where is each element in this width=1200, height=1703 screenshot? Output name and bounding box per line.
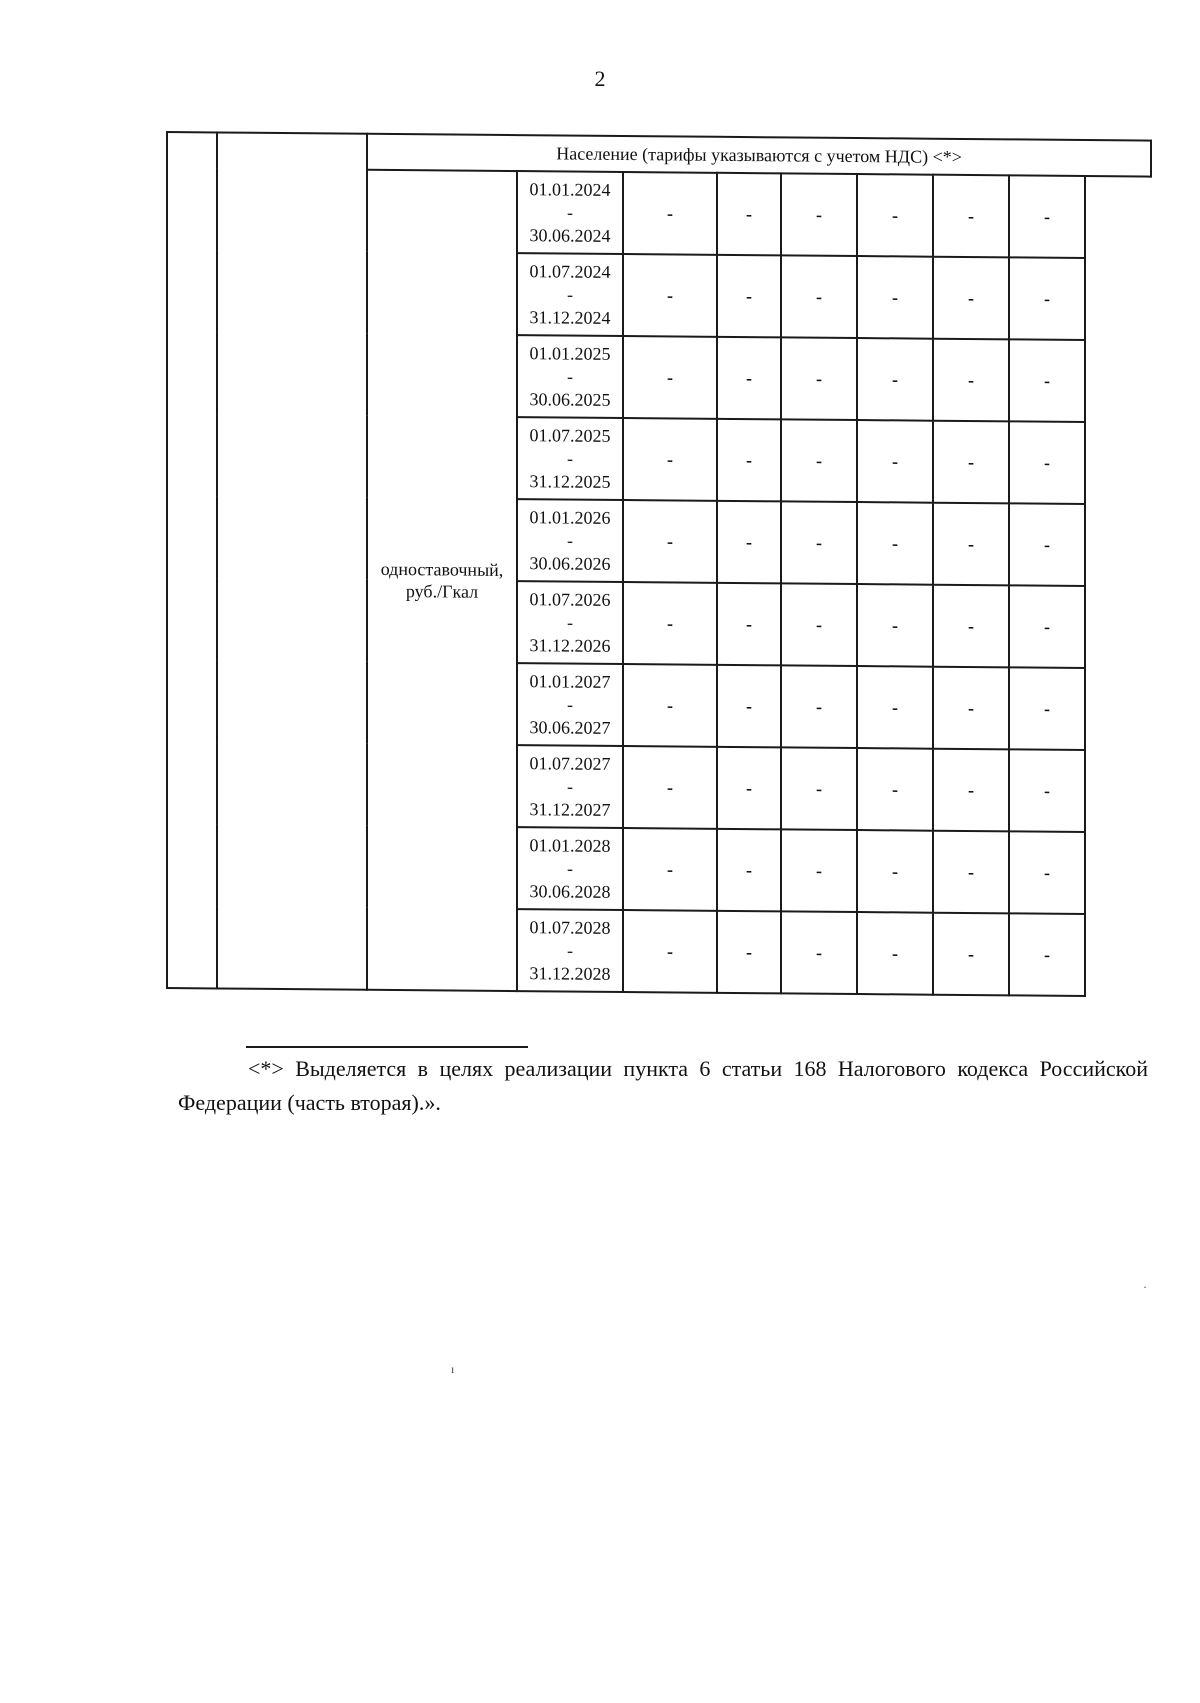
tariff-value-cell: - — [623, 336, 717, 419]
tariff-value-cell: - — [717, 665, 781, 748]
period-start: 01.01.2025 — [529, 342, 611, 364]
period-cell — [517, 253, 623, 336]
tariff-value-cell: - — [933, 749, 1009, 832]
footnote-text: <*> Выделяется в целях реализации пункта 6 статьи 168 Налогового кодекса Российской Федерации (часть вторая).». — [178, 1056, 1148, 1115]
tariff-value-cell: - — [1009, 913, 1085, 996]
tariff-value-cell: - — [781, 911, 857, 994]
population-header: Население (тарифы указываются с учетом НДС) <*> — [367, 134, 1151, 177]
period-end: 31.12.2026 — [529, 634, 611, 656]
period-sep: - — [567, 529, 573, 551]
period-cell — [517, 417, 623, 500]
page-number: 2 — [594, 66, 606, 91]
tariff-table — [166, 131, 1152, 998]
period-start: 01.01.2027 — [529, 670, 611, 692]
table-header-row — [167, 132, 1151, 177]
tariff-value-cell: - — [933, 257, 1009, 340]
tariff-value-cell: - — [857, 666, 933, 749]
period-end: 30.06.2025 — [529, 388, 611, 410]
period-cell — [517, 663, 623, 746]
tariff-value-cell: - — [933, 585, 1009, 668]
period-cell — [517, 909, 623, 992]
empty-column-1 — [167, 132, 217, 988]
tariff-value-cell: - — [717, 419, 781, 502]
period-cell — [517, 581, 623, 664]
tariff-value-cell: - — [623, 582, 717, 665]
tariff-value-cell: - — [781, 419, 857, 502]
tariff-value-cell: - — [781, 665, 857, 748]
period-cell — [517, 745, 623, 828]
tariff-value-cell: - — [781, 501, 857, 584]
tariff-value-cell: - — [623, 172, 717, 255]
tariff-value-cell: - — [1009, 585, 1085, 668]
tariff-value-cell: - — [717, 911, 781, 994]
tariff-value-cell: - — [933, 175, 1009, 258]
tariff-value-cell: - — [623, 828, 717, 911]
period-end: 31.12.2024 — [529, 306, 611, 328]
tariff-value-cell: - — [623, 418, 717, 501]
tariff-value-cell: - — [717, 829, 781, 912]
period-sep: - — [567, 939, 573, 961]
period-cell — [517, 827, 623, 910]
period-sep: - — [567, 611, 573, 633]
period-start: 01.01.2024 — [529, 178, 611, 200]
scan-speck: ı — [451, 1362, 455, 1376]
period-sep: - — [567, 693, 573, 715]
tariff-value-cell: - — [781, 173, 857, 256]
tariff-value-cell: - — [717, 255, 781, 338]
footnote — [178, 1052, 1148, 1120]
tariff-value-cell: - — [1009, 667, 1085, 750]
period-end: 30.06.2026 — [529, 552, 611, 574]
tariff-value-cell: - — [1009, 257, 1085, 340]
tariff-value-cell: - — [623, 254, 717, 337]
tariff-value-cell: - — [857, 748, 933, 831]
period-sep: - — [567, 365, 573, 387]
period-sep: - — [567, 447, 573, 469]
tariff-value-cell: - — [933, 503, 1009, 586]
period-sep: - — [567, 201, 573, 223]
period-cell — [517, 335, 623, 418]
tariff-value-cell: - — [781, 337, 857, 420]
tariff-value-cell: - — [857, 256, 933, 339]
footnote-separator — [246, 1046, 528, 1048]
tariff-value-cell: - — [857, 502, 933, 585]
period-cell — [517, 171, 623, 254]
period-sep: - — [567, 775, 573, 797]
tariff-value-cell: - — [623, 910, 717, 993]
period-start: 01.07.2026 — [529, 588, 611, 610]
tariff-value-cell: - — [1009, 175, 1085, 258]
tariff-value-cell: - — [623, 500, 717, 583]
tariff-value-cell: - — [781, 255, 857, 338]
tariff-value-cell: - — [623, 664, 717, 747]
tariff-value-cell: - — [1009, 339, 1085, 422]
tariff-value-cell: - — [623, 746, 717, 829]
period-start: 01.07.2028 — [529, 916, 611, 938]
tariff-value-cell: - — [857, 420, 933, 503]
period-end: 30.06.2024 — [529, 224, 611, 246]
period-start: 01.07.2024 — [529, 260, 611, 282]
tariff-value-cell: - — [857, 584, 933, 667]
tariff-value-cell: - — [933, 421, 1009, 504]
tariff-value-cell: - — [717, 747, 781, 830]
period-end: 30.06.2028 — [529, 880, 611, 902]
tariff-value-cell: - — [781, 829, 857, 912]
tariff-value-cell: - — [857, 174, 933, 257]
period-sep: - — [567, 857, 573, 879]
tariff-value-cell: - — [933, 667, 1009, 750]
period-start: 01.07.2025 — [529, 424, 611, 446]
tariff-value-cell: - — [1009, 749, 1085, 832]
period-end: 31.12.2027 — [529, 798, 611, 820]
period-end: 31.12.2028 — [529, 962, 611, 984]
tariff-value-cell: - — [781, 747, 857, 830]
period-sep: - — [567, 283, 573, 305]
tariff-value-cell: - — [857, 912, 933, 995]
rate-type-cell: одноставочный, руб./Гкал — [367, 170, 517, 991]
period-cell — [517, 499, 623, 582]
period-start: 01.01.2028 — [529, 834, 611, 856]
tariff-value-cell: - — [717, 583, 781, 666]
scan-speck: · — [1143, 1280, 1147, 1294]
tariff-value-cell: - — [1009, 503, 1085, 586]
tariff-value-cell: - — [717, 501, 781, 584]
period-end: 30.06.2027 — [529, 716, 611, 738]
tariff-value-cell: - — [717, 173, 781, 256]
tariff-value-cell: - — [933, 913, 1009, 996]
tariff-value-cell: - — [717, 337, 781, 420]
period-start: 01.01.2026 — [529, 506, 611, 528]
tariff-value-cell: - — [857, 830, 933, 913]
tariff-value-cell: - — [933, 831, 1009, 914]
tariff-value-cell: - — [857, 338, 933, 421]
tariff-value-cell: - — [1009, 831, 1085, 914]
tariff-value-cell: - — [933, 339, 1009, 422]
period-start: 01.07.2027 — [529, 752, 611, 774]
empty-column-2 — [217, 132, 367, 989]
period-end: 31.12.2025 — [529, 470, 611, 492]
tariff-value-cell: - — [781, 583, 857, 666]
tariff-value-cell: - — [1009, 421, 1085, 504]
